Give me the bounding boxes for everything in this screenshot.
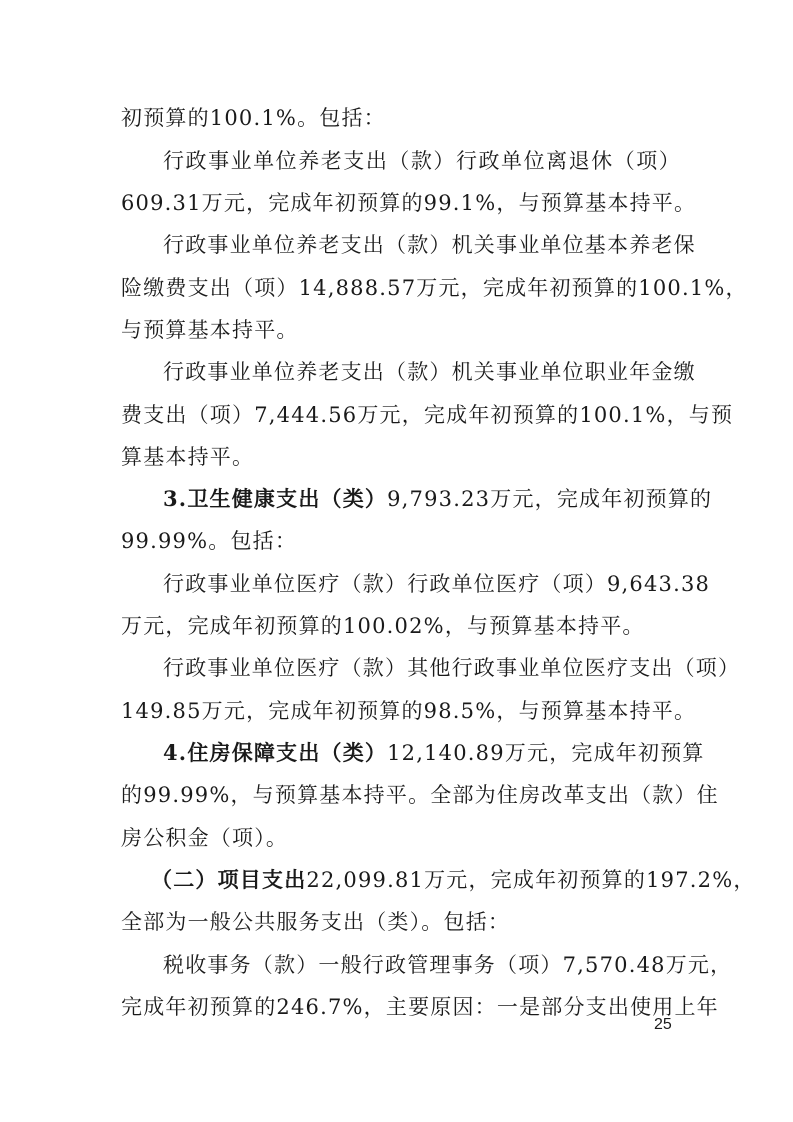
paragraph-line: 99.99%。包括： [121, 529, 298, 553]
section-heading: 3.卫生健康支出（类） [163, 486, 388, 511]
section-heading-line [163, 738, 705, 768]
paragraph-line: 行政事业单位医疗（款）行政单位医疗（项）9,643.38 [163, 572, 711, 596]
paragraph-line: 费支出（项）7,444.56万元，完成年初预算的100.1%，与预 [121, 403, 734, 427]
section-heading: （二）项目支出 [151, 867, 307, 892]
paragraph-line: 行政事业单位养老支出（款）机关事业单位职业年金缴 [163, 360, 696, 384]
paragraph-line: 房公积金（项）。 [121, 826, 289, 850]
section-heading-line [151, 865, 756, 895]
paragraph-line: 的99.99%，与预算基本持平。全部为住房改革支出（款）住 [121, 783, 719, 807]
paragraph-line: 全部为一般公共服务支出（类）。包括： [121, 910, 511, 934]
paragraph-line: 行政事业单位养老支出（款）行政单位离退休（项） [163, 149, 681, 173]
section-heading: 4.住房保障支出（类） [163, 740, 388, 765]
paragraph-line: 完成年初预算的246.7%，主要原因：一是部分支出使用上年 [121, 995, 719, 1019]
section-heading-text: 12,140.89万元，完成年初预算 [387, 741, 705, 765]
paragraph-line: 行政事业单位医疗（款）其他行政事业单位医疗支出（项） [163, 656, 741, 680]
paragraph-line: 税收事务（款）一般行政管理事务（项）7,570.48万元， [163, 953, 733, 977]
section-heading-text: 22,099.81万元，完成年初预算的197.2%， [306, 868, 756, 892]
paragraph-line: 算基本持平。 [121, 445, 255, 469]
section-heading-text: 9,793.23万元，完成年初预算的 [387, 487, 713, 511]
section-heading-line [163, 484, 713, 514]
paragraph-line: 609.31万元，完成年初预算的99.1%，与预算基本持平。 [121, 191, 697, 215]
paragraph-line: 与预算基本持平。 [121, 318, 299, 342]
paragraph-line: 万元，完成年初预算的100.02%，与预算基本持平。 [121, 614, 645, 638]
paragraph-line: 149.85万元，完成年初预算的98.5%，与预算基本持平。 [121, 699, 697, 723]
paragraph-line: 险缴费支出（项）14,888.57万元，完成年初预算的100.1%， [121, 276, 748, 300]
paragraph-line: 初预算的100.1%。包括： [121, 106, 386, 130]
page-number: 25 [654, 1016, 672, 1033]
paragraph-line: 行政事业单位养老支出（款）机关事业单位基本养老保 [163, 233, 696, 257]
